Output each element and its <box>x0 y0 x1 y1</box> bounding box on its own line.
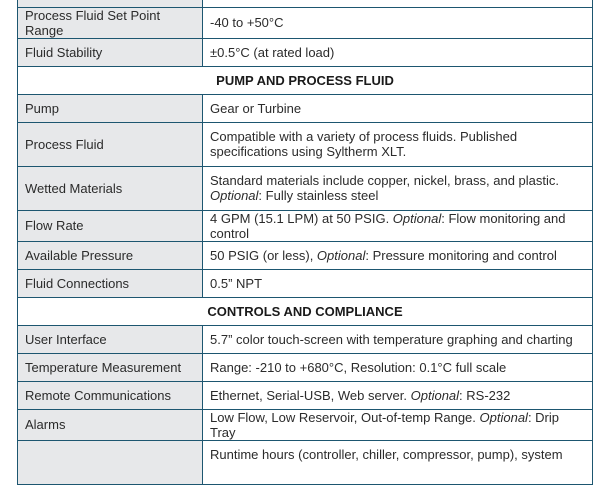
value-text: : RS-232 <box>459 387 511 403</box>
optional-label: Optional <box>392 210 442 226</box>
table-row <box>18 210 593 241</box>
table-row <box>18 269 593 297</box>
value-line: specifications using Syltherm XLT. <box>210 144 407 159</box>
optional-label: Optional <box>479 409 528 425</box>
row-label: Available Pressure <box>18 241 203 269</box>
table-row <box>18 381 593 409</box>
row-label: User Interface <box>18 325 203 353</box>
table-row <box>18 241 593 269</box>
value-text: : Pressure monitoring and control <box>365 247 557 263</box>
table-row <box>18 122 593 166</box>
row-label: Pump <box>18 94 203 122</box>
optional-label: Optional <box>410 387 460 403</box>
row-label: Fluid Connections <box>18 269 203 297</box>
spec-table <box>17 0 593 485</box>
value-text: 4 GPM (15.1 LPM) at 50 PSIG. <box>210 210 393 226</box>
row-value <box>203 241 593 269</box>
row-label: Wetted Materials <box>18 166 203 210</box>
optional-label: Optional <box>210 188 259 203</box>
row-label: Flow Rate <box>18 210 203 241</box>
value-line: Compatible with a variety of process fluids. Published <box>210 129 518 144</box>
section-title: CONTROLS AND COMPLIANCE <box>18 297 593 325</box>
row-value <box>203 409 593 440</box>
table-row <box>18 0 593 7</box>
table-row <box>18 325 593 353</box>
table-row <box>18 409 593 440</box>
table-row <box>18 94 593 122</box>
value-line: Standard materials include copper, nickel, brass, and plastic. <box>210 173 560 188</box>
table-row <box>18 353 593 381</box>
row-value: Runtime hours (controller, chiller, compressor, pump), system <box>203 440 593 484</box>
value-text: 50 PSIG (or less), <box>210 247 317 263</box>
value-text: : Fully stainless steel <box>258 188 379 203</box>
table-row <box>18 440 593 484</box>
value-text: Low Flow, Low Reservoir, Out-of-temp Range. <box>210 409 480 425</box>
value-text: : Flow monitoring and control <box>210 210 566 241</box>
row-value <box>203 0 593 7</box>
row-label: Process Fluid Set Point Range <box>18 7 203 38</box>
table-row <box>18 38 593 66</box>
section-header <box>18 66 593 94</box>
row-value: 5.7” color touch-screen with temperature graphing and charting <box>203 325 593 353</box>
row-label <box>18 440 203 484</box>
row-label: Alarms <box>18 409 203 440</box>
row-value: -40 to +50°C <box>203 7 593 38</box>
table-row <box>18 7 593 38</box>
row-label <box>18 0 203 7</box>
row-value: Range: -210 to +680°C, Resolution: 0.1°C full scale <box>203 353 593 381</box>
table-row <box>18 166 593 210</box>
optional-label: Optional <box>316 247 366 263</box>
row-value: 0.5” NPT <box>203 269 593 297</box>
row-value <box>203 166 593 210</box>
row-label: Fluid Stability <box>18 38 203 66</box>
value-text: Ethernet, Serial-USB, Web server. <box>210 387 411 403</box>
row-value: ±0.5°C (at rated load) <box>203 38 593 66</box>
section-header <box>18 297 593 325</box>
row-value <box>203 210 593 241</box>
row-value <box>203 122 593 166</box>
row-label: Temperature Measurement <box>18 353 203 381</box>
value-text: : Drip Tray <box>210 409 559 440</box>
row-value <box>203 381 593 409</box>
row-label: Remote Communications <box>18 381 203 409</box>
section-title: PUMP AND PROCESS FLUID <box>18 66 593 94</box>
row-label: Process Fluid <box>18 122 203 166</box>
row-value: Gear or Turbine <box>203 94 593 122</box>
